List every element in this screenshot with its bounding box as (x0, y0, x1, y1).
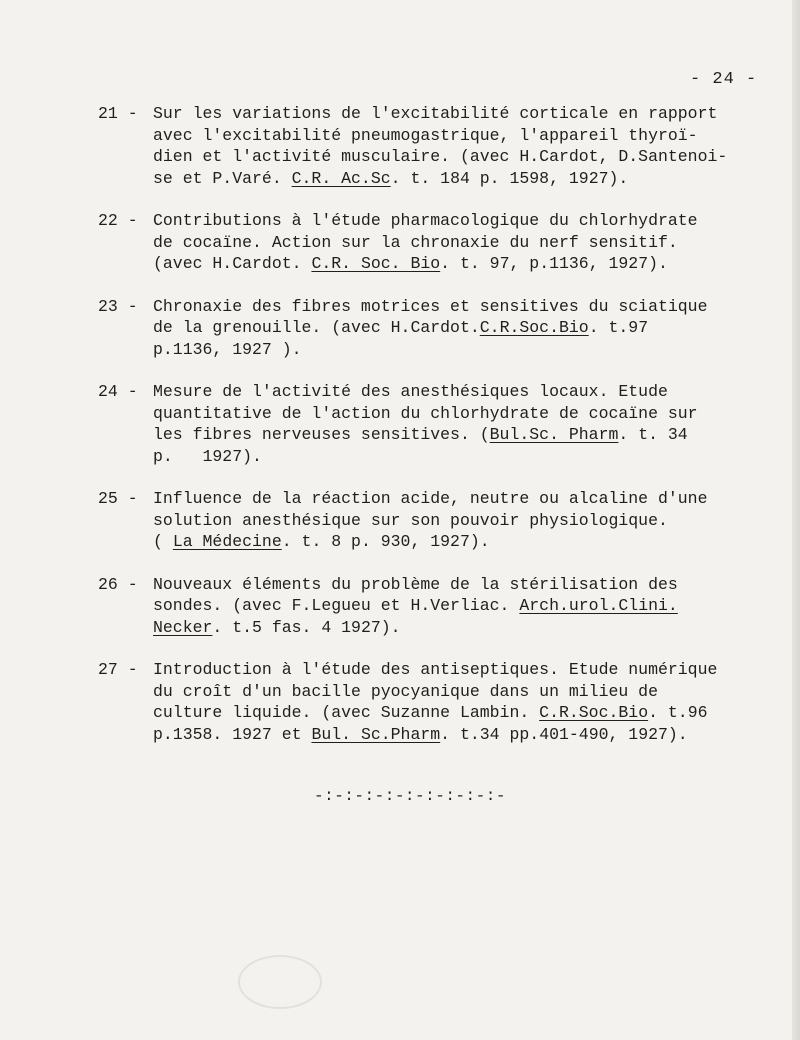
text-segment: de cocaïne. Action sur la chronaxie du nerf sensitif. (153, 232, 678, 252)
entry-line (153, 681, 788, 703)
text-segment: Sur les variations de l'excitabilité corticale en rapport (153, 104, 718, 123)
entry-line (153, 317, 788, 339)
entry-line (153, 403, 788, 425)
text-segment: p.1358. 1927 et (153, 724, 312, 744)
text-segment: du croît d'un bacille pyocyanique dans un milieu de (153, 681, 658, 701)
faded-stamp-mark (238, 955, 322, 1009)
text-segment: Chronaxie des fibres motrices et sensitives du sciatique (153, 296, 708, 316)
entry-line (153, 339, 788, 361)
text-segment: . t. 34 (618, 425, 688, 444)
journal-reference: C.R.Soc.Bio (479, 318, 589, 337)
text-segment: Introduction à l'étude des antiseptiques. Etude numérique (153, 660, 718, 679)
entry-number: 23 - (98, 296, 138, 316)
entry-line (153, 125, 788, 147)
journal-reference: La Médecine (172, 532, 282, 551)
journal-reference: Bul.Sc. Pharm (489, 425, 619, 444)
journal-reference: C.R. Soc. Bio (311, 254, 441, 273)
text-segment: ( (153, 532, 173, 551)
text-segment: . t.96 (648, 703, 708, 722)
text-segment: (avec H.Cardot. (153, 254, 312, 273)
entry-line (153, 381, 788, 403)
text-segment: p. 1927). (153, 446, 262, 466)
entry-text (153, 488, 788, 553)
text-segment: sondes. (avec F.Legueu et H.Verliac. (153, 596, 520, 615)
entry-line (153, 232, 788, 254)
entry-line (153, 446, 788, 468)
text-segment: . t. 8 p. 930, 1927). (281, 532, 490, 551)
text-segment: quantitative de l'action du chlorhydrate de cocaïne sur (153, 403, 698, 423)
entry-line (153, 103, 788, 125)
text-segment: . t.5 fas. 4 1927). (212, 617, 401, 637)
entry-line (153, 488, 788, 510)
bibliography-list (98, 103, 788, 766)
journal-reference: C.R. Ac.Sc (291, 168, 391, 188)
bibliography-entry (98, 574, 788, 639)
text-segment: . t.34 pp.401-490, 1927). (440, 724, 688, 744)
journal-reference: Necker (153, 617, 213, 637)
entry-number: 22 - (98, 211, 138, 230)
text-segment: . t.97 (588, 318, 649, 337)
entry-number: 27 - (98, 660, 138, 679)
entry-line (153, 210, 788, 232)
journal-reference: Arch.urol.Clini. (519, 596, 678, 615)
entry-text (153, 659, 788, 745)
entry-number: 21 - (98, 104, 138, 123)
text-segment: . t. 184 p. 1598, 1927). (390, 168, 629, 188)
entry-line (153, 424, 788, 446)
journal-reference: Bul. Sc.Pharm (311, 724, 441, 744)
entry-line (153, 146, 788, 168)
bibliography-entry (98, 296, 788, 361)
entry-line (153, 617, 788, 639)
bibliography-entry (98, 381, 788, 467)
entry-line (153, 574, 788, 596)
bibliography-entry (98, 488, 788, 553)
entry-number: 24 - (98, 382, 138, 401)
entry-text (153, 296, 788, 361)
entry-line (153, 595, 788, 617)
section-divider: -:-:-:-:-:-:-:-:-:- (314, 787, 506, 805)
text-segment: solution anesthésique sur son pouvoir physiologique. (153, 510, 668, 530)
text-segment: Nouveaux éléments du problème de la stérilisation des (153, 574, 678, 594)
paper-edge (792, 0, 800, 1040)
entry-number: 26 - (98, 574, 138, 594)
entry-line (153, 659, 788, 681)
text-segment: avec l'excitabilité pneumogastrique, l'appareil thyroï- (153, 125, 698, 145)
bibliography-entry (98, 210, 788, 275)
entry-text (153, 381, 788, 467)
entry-line (153, 531, 788, 553)
entry-line (153, 253, 788, 275)
text-segment: p.1136, 1927 ). (153, 339, 302, 359)
text-segment: culture liquide. (avec Suzanne Lambin. (153, 703, 540, 722)
text-segment: Influence de la réaction acide, neutre ou alcaline d'une (153, 489, 708, 508)
entry-line (153, 296, 788, 318)
bibliography-entry (98, 659, 788, 745)
text-segment: dien et l'activité musculaire. (avec H.Cardot, D.Santenoi- (153, 147, 728, 166)
entry-line (153, 510, 788, 532)
entry-number: 25 - (98, 489, 138, 508)
entry-line (153, 724, 788, 746)
text-segment: se et P.Varé. (153, 168, 292, 188)
text-segment: Mesure de l'activité des anesthésiques locaux. Etude (153, 382, 668, 401)
entry-line (153, 702, 788, 724)
journal-reference: C.R.Soc.Bio (539, 703, 649, 722)
entry-text (153, 210, 788, 275)
entry-text (153, 103, 788, 189)
text-segment: Contributions à l'étude pharmacologique du chlorhydrate (153, 211, 698, 230)
bibliography-entry (98, 103, 788, 189)
entry-text (153, 574, 788, 639)
text-segment: . t. 97, p.1136, 1927). (440, 254, 668, 273)
page-number: - 24 - (690, 70, 758, 89)
text-segment: les fibres nerveuses sensitives. ( (153, 425, 490, 444)
entry-line (153, 168, 788, 190)
text-segment: de la grenouille. (avec H.Cardot. (153, 318, 480, 337)
